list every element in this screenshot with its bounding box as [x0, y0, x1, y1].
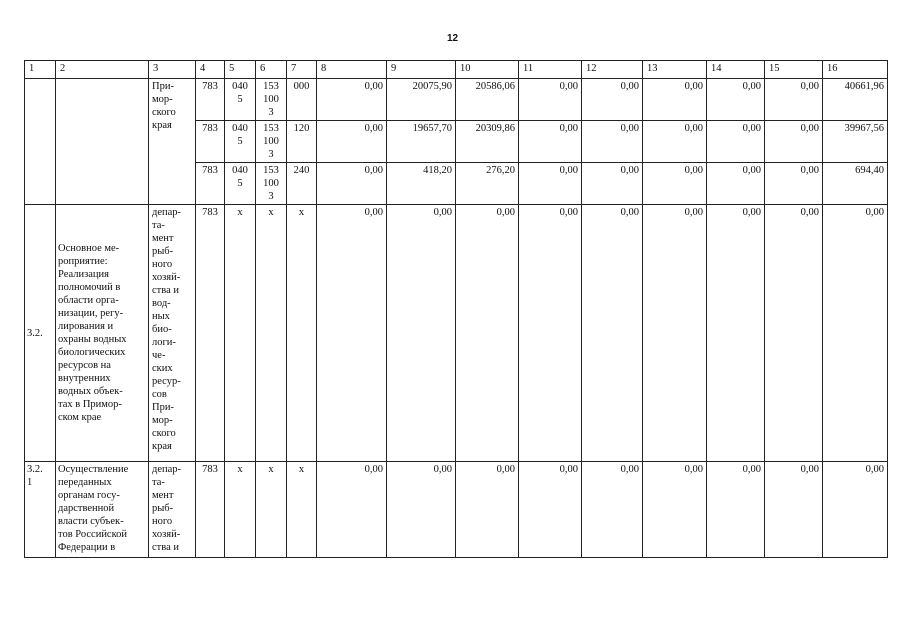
row-number-cell — [25, 79, 56, 205]
code-cell: 120 — [287, 121, 317, 163]
code-cell: 000 — [287, 79, 317, 121]
header-cell: 14 — [707, 61, 765, 79]
header-cell: 5 — [225, 61, 256, 79]
header-cell: 12 — [582, 61, 643, 79]
value-cell: 0,00 — [317, 205, 387, 462]
row-name-cell: Осуществление переданных органам госу- дарственной власти субъек- тов Российской Федерации в — [56, 462, 149, 558]
value-cell: 0,00 — [456, 462, 519, 558]
value-cell: 0,00 — [765, 205, 823, 462]
value-cell: 0,00 — [707, 163, 765, 205]
code-cell: 783 — [196, 462, 225, 558]
value-cell: 0,00 — [317, 121, 387, 163]
value-cell: 0,00 — [707, 121, 765, 163]
header-cell: 4 — [196, 61, 225, 79]
code-cell: x — [287, 462, 317, 558]
code-cell: 783 — [196, 205, 225, 462]
header-cell: 3 — [149, 61, 196, 79]
value-cell: 0,00 — [823, 462, 888, 558]
table-row — [25, 79, 888, 121]
value-cell: 0,00 — [317, 163, 387, 205]
header-cell: 9 — [387, 61, 456, 79]
value-cell: 0,00 — [582, 79, 643, 121]
header-cell: 11 — [519, 61, 582, 79]
value-cell: 0,00 — [765, 462, 823, 558]
value-cell: 0,00 — [765, 163, 823, 205]
code-cell: 240 — [287, 163, 317, 205]
value-cell: 0,00 — [643, 121, 707, 163]
code-cell: 153 100 3 — [256, 121, 287, 163]
value-cell: 0,00 — [707, 205, 765, 462]
code-cell: 783 — [196, 121, 225, 163]
value-cell: 0,00 — [707, 462, 765, 558]
value-cell: 40661,96 — [823, 79, 888, 121]
code-cell: x — [256, 205, 287, 462]
value-cell: 0,00 — [387, 462, 456, 558]
value-cell: 0,00 — [317, 79, 387, 121]
code-cell: x — [225, 205, 256, 462]
value-cell: 0,00 — [643, 163, 707, 205]
value-cell: 0,00 — [519, 462, 582, 558]
value-cell: 0,00 — [582, 121, 643, 163]
value-cell: 0,00 — [707, 79, 765, 121]
value-cell: 20586,06 — [456, 79, 519, 121]
value-cell: 0,00 — [519, 79, 582, 121]
row-number-cell: 3.2. — [25, 205, 56, 462]
value-cell: 0,00 — [765, 79, 823, 121]
header-cell: 10 — [456, 61, 519, 79]
header-cell: 8 — [317, 61, 387, 79]
value-cell: 0,00 — [582, 205, 643, 462]
value-cell: 0,00 — [317, 462, 387, 558]
value-cell: 20075,90 — [387, 79, 456, 121]
value-cell: 20309,86 — [456, 121, 519, 163]
value-cell: 694,40 — [823, 163, 888, 205]
code-cell: x — [256, 462, 287, 558]
code-cell: 153 100 3 — [256, 79, 287, 121]
budget-table — [24, 60, 888, 558]
value-cell: 39967,56 — [823, 121, 888, 163]
value-cell: 0,00 — [643, 205, 707, 462]
value-cell: 0,00 — [765, 121, 823, 163]
header-row — [25, 61, 888, 79]
value-cell: 276,20 — [456, 163, 519, 205]
table-row — [25, 462, 888, 558]
code-cell: 783 — [196, 163, 225, 205]
row-name-cell — [56, 79, 149, 205]
value-cell: 0,00 — [519, 163, 582, 205]
executor-cell: депар- та- мент рыб- ного хозяй- ства и — [149, 462, 196, 558]
code-cell: 153 100 3 — [256, 163, 287, 205]
header-cell: 6 — [256, 61, 287, 79]
value-cell: 0,00 — [582, 462, 643, 558]
header-cell: 16 — [823, 61, 888, 79]
code-cell: x — [287, 205, 317, 462]
value-cell: 0,00 — [643, 79, 707, 121]
value-cell: 0,00 — [582, 163, 643, 205]
code-cell: 783 — [196, 79, 225, 121]
value-cell: 418,20 — [387, 163, 456, 205]
value-cell: 0,00 — [643, 462, 707, 558]
code-cell: x — [225, 462, 256, 558]
value-cell: 0,00 — [519, 205, 582, 462]
code-cell: 040 5 — [225, 121, 256, 163]
value-cell: 0,00 — [456, 205, 519, 462]
code-cell: 040 5 — [225, 79, 256, 121]
value-cell: 0,00 — [519, 121, 582, 163]
executor-cell: депар- та- мент рыб- ного хозяй- ства и вод- ных био- логи- че- ских ресур- сов При- мор- ского края — [149, 205, 196, 462]
executor-cell: При- мор- ского края — [149, 79, 196, 205]
value-cell: 0,00 — [387, 205, 456, 462]
header-cell: 15 — [765, 61, 823, 79]
value-cell: 0,00 — [823, 205, 888, 462]
header-cell: 13 — [643, 61, 707, 79]
header-cell: 2 — [56, 61, 149, 79]
row-name-cell: Основное ме- роприятие: Реализация полномочий в области орга- низации, регу- лирования и охраны водных биологических ресурсов на внутренних водных объек- тах в Примор- ском крае — [56, 205, 149, 462]
table-row — [25, 205, 888, 462]
header-cell: 7 — [287, 61, 317, 79]
code-cell: 040 5 — [225, 163, 256, 205]
row-number-cell: 3.2. 1 — [25, 462, 56, 558]
header-cell: 1 — [25, 61, 56, 79]
page-number: 12 — [446, 33, 459, 44]
value-cell: 19657,70 — [387, 121, 456, 163]
